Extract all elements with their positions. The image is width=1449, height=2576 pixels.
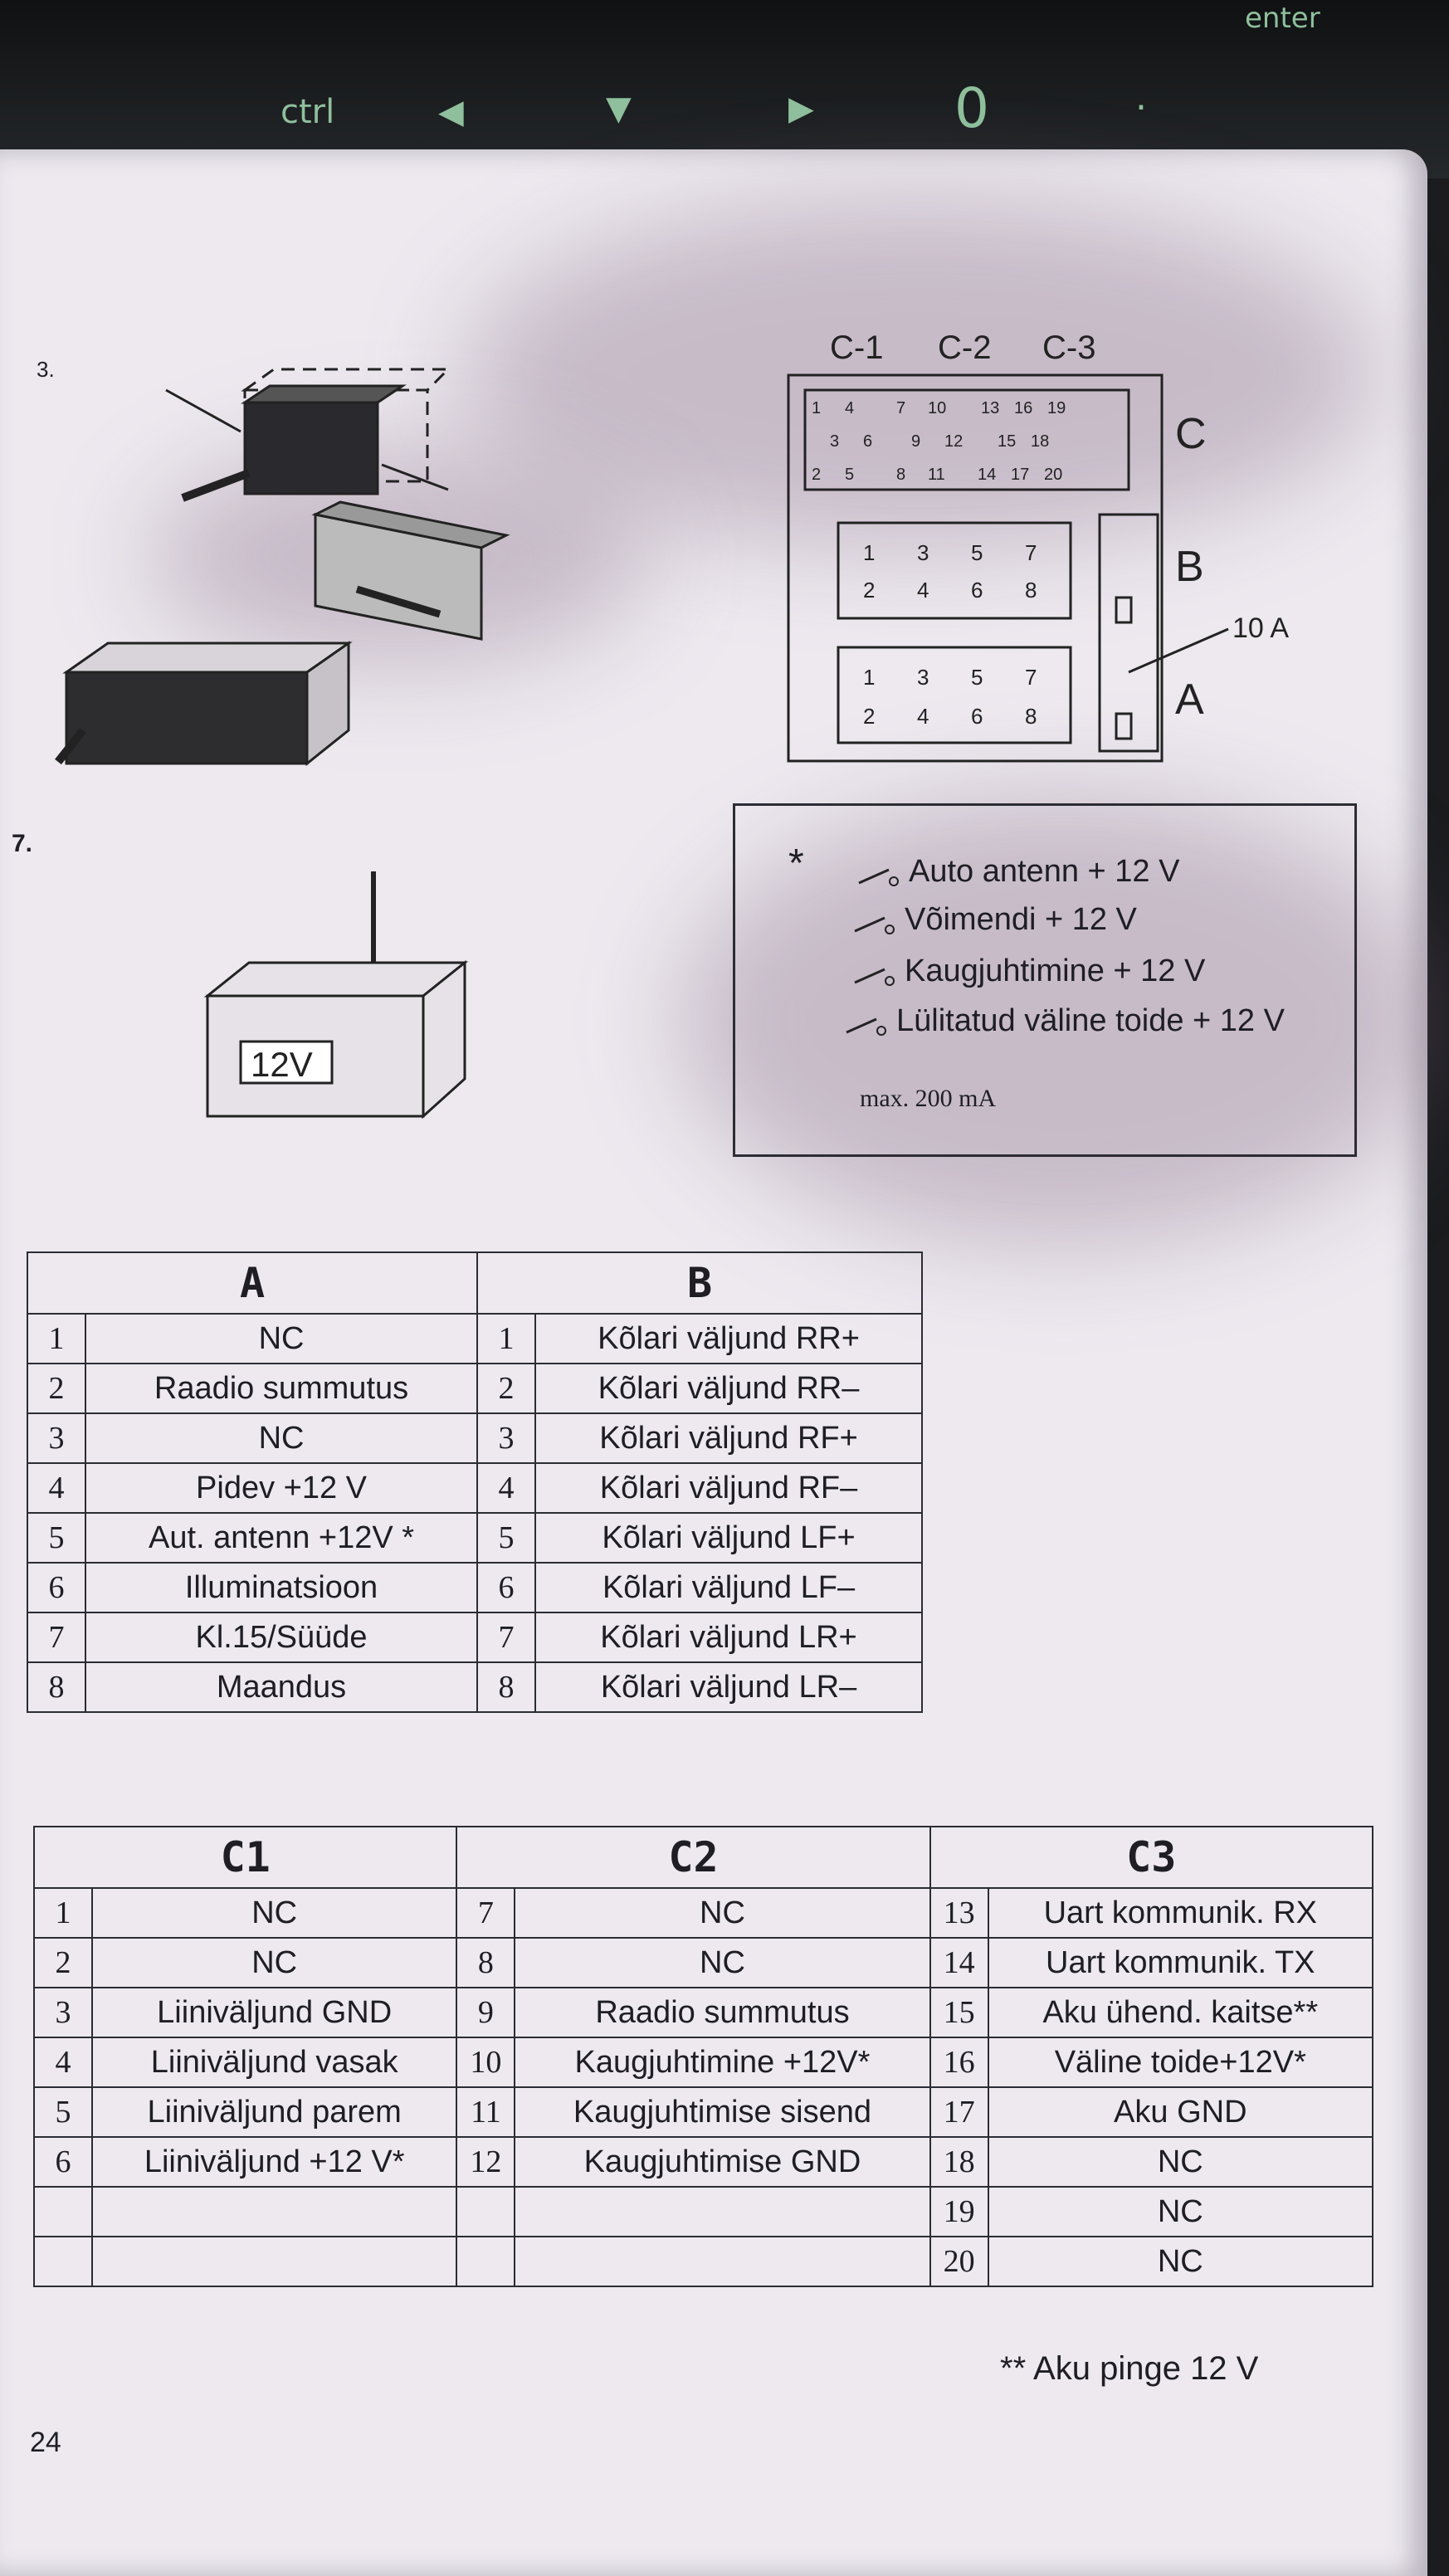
pin-number-cell: 8: [27, 1662, 85, 1712]
switch-icon: [856, 861, 902, 886]
table-row: [27, 1413, 922, 1463]
connector-c-pin: 2: [812, 466, 822, 484]
pin-number-cell: [456, 2237, 515, 2286]
pin-function-cell: Raadio summutus: [515, 1988, 929, 2037]
table-row: [27, 1364, 922, 1413]
table-row: [34, 2037, 1373, 2087]
table-header-row: [27, 1252, 922, 1314]
pin-function-cell: Kõlari väljund LR–: [535, 1662, 922, 1712]
connector-c-pin: 1: [812, 399, 822, 417]
pin-number-cell: [456, 2187, 515, 2237]
connector-ab-pin: 5: [971, 540, 983, 565]
pin-function-cell: Väline toide+12V*: [988, 2037, 1373, 2087]
pin-number-cell: 20: [930, 2237, 988, 2286]
table-row: [34, 1988, 1373, 2037]
pin-function-cell: NC: [988, 2237, 1373, 2286]
table-row: [34, 2087, 1373, 2137]
switch-icon: [851, 909, 898, 934]
key-enter: enter: [1245, 2, 1320, 35]
connector-header-c3: C-3: [1042, 329, 1096, 366]
figure-7-label: 7.: [12, 830, 33, 857]
legend-item: [851, 954, 1205, 989]
legend-item-label: Kaugjuhtimine + 12 V: [905, 954, 1206, 988]
table-header-b: B: [477, 1252, 922, 1314]
pin-number-cell: 7: [27, 1612, 85, 1662]
key-ctrl: ctrl: [281, 93, 335, 131]
pin-number-cell: 18: [930, 2137, 988, 2187]
connector-ab-pin: 4: [917, 704, 929, 729]
table-header-c1: C1: [34, 1827, 456, 1888]
pin-function-cell: Kõlari väljund RF–: [535, 1463, 922, 1513]
key-arrow-left: ◀: [438, 93, 464, 131]
pin-function-cell: Aut. antenn +12V *: [85, 1513, 477, 1563]
pin-function-cell: Uart kommunik. TX: [988, 1938, 1373, 1988]
connector-ab-pin: 8: [1025, 704, 1037, 729]
table-row: [27, 1563, 922, 1612]
pin-function-cell: [92, 2237, 456, 2286]
key-dot: .: [1135, 76, 1147, 119]
connector-block-b-label: B: [1175, 543, 1204, 591]
pin-number-cell: 12: [456, 2137, 515, 2187]
connector-ab-pin: 1: [863, 665, 876, 690]
pin-function-cell: NC: [988, 2137, 1373, 2187]
connector-c-pin: 8: [896, 466, 906, 484]
table-header-c3: C3: [930, 1827, 1373, 1888]
connector-ab-pin: 3: [917, 540, 929, 565]
legend-item-label: Võimendi + 12 V: [905, 902, 1137, 937]
pin-function-cell: NC: [92, 1938, 456, 1988]
pin-function-cell: Liiniväljund vasak: [92, 2037, 456, 2087]
connector-ab-pin: 2: [863, 578, 876, 603]
connector-c-pin: 14: [978, 466, 997, 484]
connector-ab-pin: 2: [863, 704, 876, 729]
connector-c-pin: 9: [911, 432, 921, 451]
key-arrow-down: ▼: [606, 90, 632, 128]
key-arrow-right: ▶: [788, 90, 814, 128]
connector-c-pin: 19: [1047, 399, 1066, 417]
pin-number-cell: 5: [477, 1513, 535, 1563]
pin-function-cell: NC: [988, 2187, 1373, 2237]
pin-function-cell: Kõlari väljund RR–: [535, 1364, 922, 1413]
connector-header-c2: C-2: [938, 329, 992, 366]
pin-number-cell: 1: [477, 1314, 535, 1364]
legend-asterisk: *: [788, 842, 804, 886]
table-row: [27, 1662, 922, 1712]
table-row: [27, 1513, 922, 1563]
pin-number-cell: 17: [930, 2087, 988, 2137]
legend-item: [851, 902, 1137, 938]
connector-c-pin: 5: [845, 466, 855, 484]
pin-function-cell: Kaugjuhtimine +12V*: [515, 2037, 929, 2087]
table-row: [34, 2187, 1373, 2237]
connector-c-pin: 4: [845, 399, 855, 417]
pin-number-cell: 16: [930, 2037, 988, 2087]
figure-3-label: 3.: [37, 357, 55, 382]
table-header-a: A: [27, 1252, 477, 1314]
table-row: [34, 1888, 1373, 1938]
pin-function-cell: Kõlari väljund RR+: [535, 1314, 922, 1364]
page-number: 24: [30, 2427, 61, 2458]
connector-block-a-label: A: [1175, 676, 1204, 724]
pin-function-cell: Kõlari väljund LF+: [535, 1513, 922, 1563]
pin-function-cell: [92, 2187, 456, 2237]
pin-number-cell: 19: [930, 2187, 988, 2237]
pin-number-cell: 4: [34, 2037, 92, 2087]
pin-function-cell: Liiniväljund +12 V*: [92, 2137, 456, 2187]
table-row: [27, 1612, 922, 1662]
pin-function-cell: Kl.15/Süüde: [85, 1612, 477, 1662]
connector-ab-pin: 7: [1025, 665, 1037, 690]
pin-function-cell: [515, 2187, 929, 2237]
connector-c-pin: 12: [944, 432, 964, 451]
legend-item: [843, 1003, 1285, 1039]
footnote: ** Aku pinge 12 V: [1000, 2350, 1259, 2387]
pin-function-cell: Illuminatsioon: [85, 1563, 477, 1612]
connector-c-pin: 13: [981, 399, 1000, 417]
pin-number-cell: 9: [456, 1988, 515, 2037]
connector-block-c-label: C: [1175, 410, 1207, 458]
table-row: [34, 2237, 1373, 2286]
pin-function-cell: Pidev +12 V: [85, 1463, 477, 1513]
connector-c-pin: 11: [928, 466, 945, 484]
pin-number-cell: 2: [27, 1364, 85, 1413]
connector-c-pin: 17: [1011, 466, 1030, 484]
connector-c-pin: 3: [830, 432, 840, 451]
connector-c-pin: 15: [998, 432, 1017, 451]
table-row: [27, 1463, 922, 1513]
connector-ab-pin: 7: [1025, 540, 1037, 565]
connector-c-pin: 18: [1031, 432, 1050, 451]
pin-number-cell: 1: [27, 1314, 85, 1364]
pin-number-cell: [34, 2237, 92, 2286]
pin-number-cell: 7: [456, 1888, 515, 1938]
pin-function-cell: Aku GND: [988, 2087, 1373, 2137]
connector-diagram: [780, 324, 1344, 772]
connector-ab-pin: 5: [971, 665, 983, 690]
connector-ab-pin: 4: [917, 578, 929, 603]
pin-function-cell: Kõlari väljund RF+: [535, 1413, 922, 1463]
pin-number-cell: 4: [27, 1463, 85, 1513]
pin-number-cell: 2: [477, 1364, 535, 1413]
pin-function-cell: Kõlari väljund LF–: [535, 1563, 922, 1612]
connector-ab-pin: 1: [863, 540, 876, 565]
switch-icon: [843, 1010, 890, 1035]
pin-function-cell: Liiniväljund GND: [92, 1988, 456, 2037]
pin-number-cell: 7: [477, 1612, 535, 1662]
pin-function-cell: NC: [85, 1413, 477, 1463]
pin-number-cell: 1: [34, 1888, 92, 1938]
switch-icon: [851, 960, 898, 985]
legend-item-label: Auto antenn + 12 V: [909, 854, 1180, 889]
connector-ab-pin: 3: [917, 665, 929, 690]
figure-3-illustration: [50, 365, 531, 780]
pin-function-cell: Uart kommunik. RX: [988, 1888, 1373, 1938]
connector-ab-pin: 6: [971, 704, 983, 729]
table-row: [34, 1938, 1373, 1988]
pin-function-cell: Kõlari väljund LR+: [535, 1612, 922, 1662]
pin-number-cell: 4: [477, 1463, 535, 1513]
pin-number-cell: 6: [477, 1563, 535, 1612]
pin-number-cell: 13: [930, 1888, 988, 1938]
connector-header-c1: C-1: [830, 329, 884, 366]
pin-number-cell: 11: [456, 2087, 515, 2137]
pin-number-cell: 3: [34, 1988, 92, 2037]
pin-number-cell: 15: [930, 1988, 988, 2037]
legend-max-current: max. 200 mA: [860, 1085, 997, 1112]
connector-c-pin: 7: [896, 399, 906, 417]
table-row: [27, 1314, 922, 1364]
pin-function-cell: Raadio summutus: [85, 1364, 477, 1413]
pin-function-cell: Maandus: [85, 1662, 477, 1712]
legend-item-label: Lülitatud väline toide + 12 V: [896, 1003, 1285, 1038]
pin-number-cell: 10: [456, 2037, 515, 2087]
pin-number-cell: 3: [477, 1413, 535, 1463]
pin-function-cell: Kaugjuhtimise sisend: [515, 2087, 929, 2137]
pin-function-cell: NC: [515, 1888, 929, 1938]
table-header-c2: C2: [456, 1827, 929, 1888]
pin-number-cell: 14: [930, 1938, 988, 1988]
pin-number-cell: 8: [456, 1938, 515, 1988]
pin-function-cell: Aku ühend. kaitse**: [988, 1988, 1373, 2037]
pin-number-cell: 5: [27, 1513, 85, 1563]
connector-ab-pin: 8: [1025, 578, 1037, 603]
pin-function-cell: NC: [515, 1938, 929, 1988]
pin-function-cell: [515, 2237, 929, 2286]
pin-number-cell: 8: [477, 1662, 535, 1712]
pin-number-cell: 5: [34, 2087, 92, 2137]
pin-number-cell: 6: [34, 2137, 92, 2187]
figure-7-battery: [174, 871, 490, 1154]
key-zero: 0: [954, 76, 989, 140]
pin-function-cell: Kaugjuhtimise GND: [515, 2137, 929, 2187]
pin-function-cell: Liiniväljund parem: [92, 2087, 456, 2137]
pin-number-cell: 2: [34, 1938, 92, 1988]
pinout-table-c: [33, 1826, 1373, 2287]
connector-c-pin: 16: [1014, 399, 1033, 417]
pin-function-cell: NC: [85, 1314, 477, 1364]
table-header-row: [34, 1827, 1373, 1888]
pin-function-cell: NC: [92, 1888, 456, 1938]
legend-box: [733, 803, 1357, 1157]
pinout-table-ab: [27, 1251, 923, 1713]
pin-number-cell: 3: [27, 1413, 85, 1463]
connector-c-pin: 20: [1044, 466, 1063, 484]
pin-number-cell: 6: [27, 1563, 85, 1612]
connector-c-pin: 6: [863, 432, 873, 451]
connector-fuse-label: 10 A: [1232, 612, 1290, 644]
connector-c-pin: 10: [928, 399, 947, 417]
pin-number-cell: [34, 2187, 92, 2237]
battery-voltage-label: 12V: [251, 1045, 313, 1084]
connector-ab-pin: 6: [971, 578, 983, 603]
legend-item: [856, 854, 1179, 890]
table-row: [34, 2137, 1373, 2187]
